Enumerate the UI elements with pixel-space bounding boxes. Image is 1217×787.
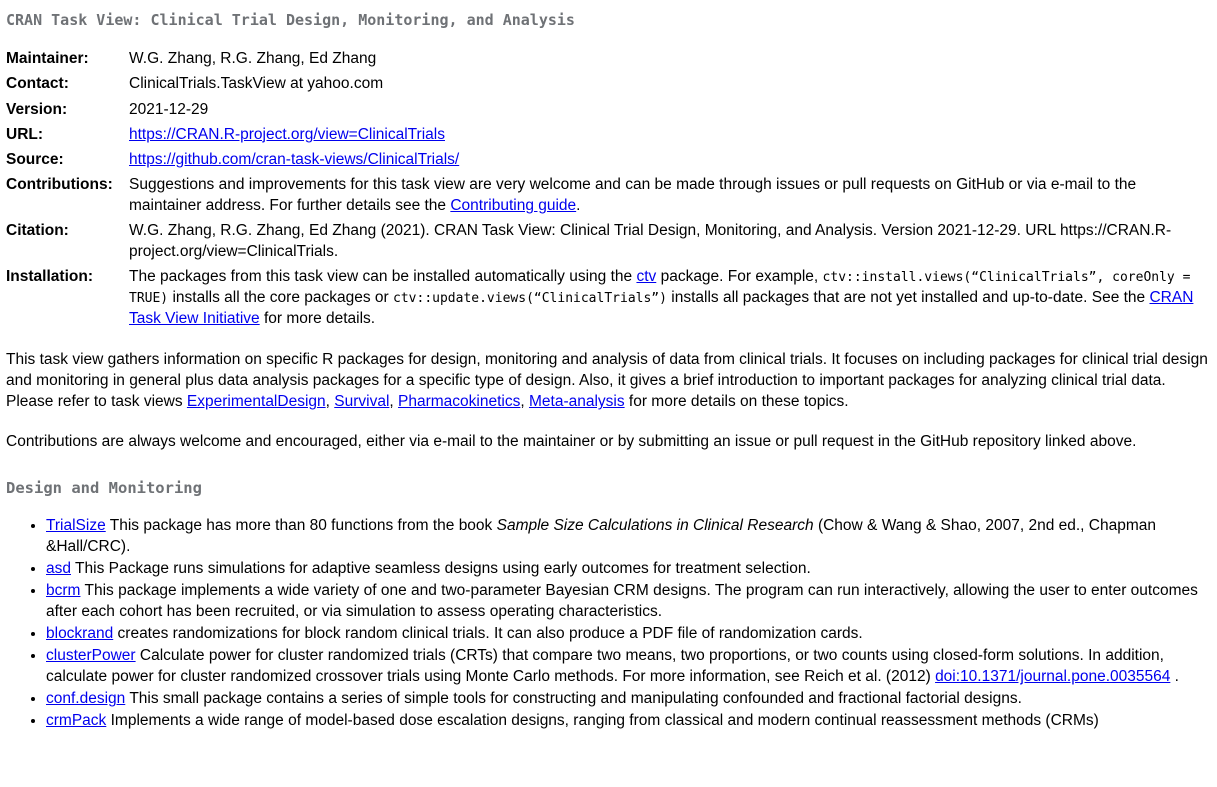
meta-label-source: Source:: [6, 150, 64, 168]
meta-row-installation: [6, 264, 1209, 331]
package-item-asd: • asd This Package runs simulations for adaptive seamless designs using early outcomes for treatment selection.: [46, 558, 1209, 579]
package-link-bcrm[interactable]: bcrm: [46, 581, 81, 599]
page-title: CRAN Task View: Clinical Trial Design, Monitoring, and Analysis: [6, 11, 575, 29]
package-item-clusterPower: • clusterPower Calculate power for cluster randomized trials (CRTs) that compare two means, two proportions, or two counts using closed-form solutions. In addition, calculate power for cluster randomized crossover trials using Monte Carlo methods. For more information, see Reich et al. (2012) doi:10.1371/journal.pone.0035564 .: [46, 645, 1209, 687]
package-item-crmPack: • crmPack Implements a wide range of model-based dose escalation designs, ranging from classical and modern continual reassessment methods (CRMs): [46, 710, 1209, 731]
ctv-package-link[interactable]: ctv: [636, 268, 657, 286]
package-list: [6, 515, 1209, 732]
pharmacokinetics-task-view-link[interactable]: Pharmacokinetics: [398, 393, 521, 411]
task-view-url-link[interactable]: https://CRAN.R-project.org/view=ClinicalTrials: [129, 125, 445, 143]
package-item-conf.design: • conf.design This small package contains a series of simple tools for constructing and manipulating confounded and fractional factorial designs.: [46, 688, 1209, 709]
package-item-TrialSize: • TrialSize This package has more than 80 functions from the book Sample Size Calculations in Clinical Research (Chow & Wang & Shao, 2007, 2nd ed., Chapman &Hall/CRC).: [46, 515, 1209, 557]
meta-label-version: Version:: [6, 100, 68, 118]
meta-table-body: [6, 46, 1209, 331]
meta-value-version: 2021-12-29: [129, 100, 209, 118]
package-link-blockrand[interactable]: blockrand: [46, 625, 114, 643]
meta-value-citation: W.G. Zhang, R.G. Zhang, Ed Zhang (2021). CRAN Task View: Clinical Trial Design, Monitoring, and Analysis. Version 2021-12-29. URL https://CRAN.R-project.org/view=ClinicalTrials.: [129, 221, 1172, 261]
package-link-crmPack[interactable]: crmPack: [46, 712, 107, 730]
package-item-bcrm: • bcrm This package implements a wide variety of one and two-parameter Bayesian CRM designs. The program can run interactively, allowing the user to enter outcomes after each cohort has been recruited, or via simulation to assess operating characteristics.: [46, 580, 1209, 622]
meta-label-maintainer: Maintainer:: [6, 50, 89, 68]
package-link-TrialSize[interactable]: TrialSize: [46, 516, 106, 534]
package-link-asd[interactable]: asd: [46, 559, 71, 577]
code-snippet: ctv::install.views(“ClinicalTrials”, coreOnly = TRUE): [129, 270, 1191, 307]
meta-row-contact: [6, 71, 1209, 96]
meta-row-contributions: [6, 172, 1209, 218]
meta-value-url: [129, 122, 1209, 147]
meta-label-url: URL:: [6, 125, 44, 143]
survival-task-view-link[interactable]: Survival: [334, 393, 390, 411]
clusterpower-doi-link[interactable]: doi:10.1371/journal.pone.0035564: [935, 668, 1171, 686]
package-link-conf.design[interactable]: conf.design: [46, 690, 126, 708]
meta-value-contact: ClinicalTrials.TaskView at yahoo.com: [129, 75, 384, 93]
package-item-blockrand: • blockrand creates randomizations for block random clinical trials. It can also produce a PDF file of randomization cards.: [46, 623, 1209, 644]
meta-label-installation: Installation:: [6, 268, 93, 286]
meta-row-citation: [6, 218, 1209, 264]
section-heading-design-and-monitoring: Design and Monitoring: [6, 478, 202, 497]
meta-label-citation: Citation:: [6, 221, 69, 239]
meta-label-contact: Contact:: [6, 75, 69, 93]
meta-value-contributions: Suggestions and improvements for this task view are very welcome and can be made through issues or pull requests on GitHub or via e-mail to the maintainer address. For further details see the Contributing guide.: [129, 175, 1137, 214]
meta-analysis-task-view-link[interactable]: Meta-analysis: [528, 393, 625, 411]
meta-table: [6, 46, 1209, 331]
meta-value-source: [129, 147, 1209, 172]
meta-row-maintainer: [6, 46, 1209, 71]
source-repo-link[interactable]: https://github.com/cran-task-views/ClinicalTrials/: [129, 150, 460, 168]
contributions-paragraph: Contributions are always welcome and encouraged, either via e-mail to the maintainer or by submitting an issue or pull request in the GitHub repository linked above.: [6, 432, 1137, 450]
code-snippet: ctv::update.views(“ClinicalTrials”): [393, 291, 667, 307]
meta-value-installation: The packages from this task view can be installed automatically using the ctv package. For example, ctv::install.views(“ClinicalTrials”, coreOnly = TRUE) installs all the core packages or ctv::update.views(“ClinicalTrials”) installs all packages that are not yet installed and up-to-date. See the CRAN Task View Initiative for more details.: [129, 268, 1194, 328]
meta-label-contributions: Contributions:: [6, 175, 113, 193]
meta-row-source: [6, 147, 1209, 172]
overview-paragraph: This task view gathers information on specific R packages for design, monitoring and analysis of data from clinical trials. It focuses on including packages for clinical trial design and monitoring in general plus data analysis packages for a specific type of design. Also, it gives a brief introduction to important packages for analyzing clinical trial data. Please refer to task views ExperimentalDesign, Survival, Pharmacokinetics, Meta-analysis for more details on these topics.: [6, 351, 1208, 411]
meta-value-maintainer: W.G. Zhang, R.G. Zhang, Ed Zhang: [129, 50, 377, 68]
meta-row-url: [6, 122, 1209, 147]
book-title-italic: Sample Size Calculations in Clinical Research: [496, 516, 814, 534]
ctv-initiative-link[interactable]: CRAN Task View Initiative: [129, 289, 1194, 328]
meta-row-version: [6, 97, 1209, 122]
package-link-clusterPower[interactable]: clusterPower: [46, 647, 136, 665]
contributing-guide-link[interactable]: Contributing guide: [450, 196, 577, 214]
experimental-design-task-view-link[interactable]: ExperimentalDesign: [186, 393, 326, 411]
